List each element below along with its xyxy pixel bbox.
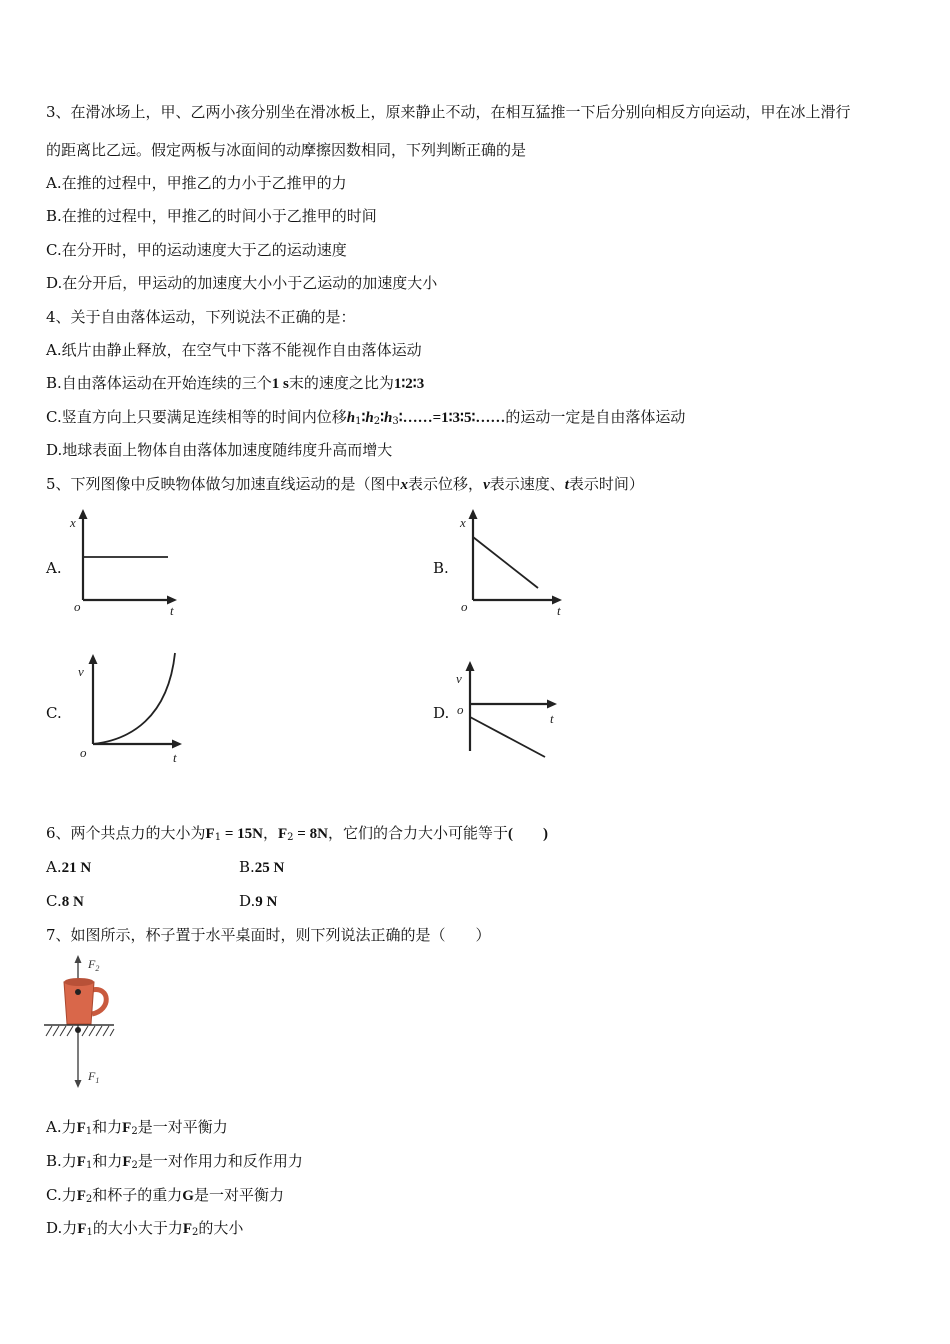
q7-c-g: G [182, 1188, 194, 1204]
q7-c-f: F [76, 1188, 86, 1204]
q7-b-f-sub: 1 [85, 1160, 93, 1171]
q7-b-pre: B.力 [46, 1152, 77, 1170]
q7-d-g-sub: 2 [192, 1227, 199, 1238]
cup-handle [92, 990, 106, 1014]
q6-f1-val: = 15N [221, 826, 263, 842]
graph-b-y-arrow [469, 509, 478, 519]
q3-stem-line2: 的距离比乙远。假定两板与冰面间的动摩擦因数相同，下列判断正确的是 [46, 141, 527, 159]
q3-option-a: A.在推的过程中，甲推乙的力小于乙推甲的力 [46, 174, 347, 192]
q5-stem-pre: 5、下列图像中反映物体做匀加速直线运动的是（图中 [46, 475, 401, 493]
f2-arrow-icon [75, 955, 82, 963]
graph-c-y-arrow [89, 654, 98, 664]
q5-var-v: v [483, 477, 490, 493]
q4-c-post: 的运动一定是自由落体运动 [505, 408, 686, 426]
q6-c-letter: C. [46, 892, 62, 910]
q7-d-mid: 的大小大于力 [92, 1219, 183, 1237]
q6-c-val: 8 N [61, 894, 84, 910]
q6-d-letter: D. [239, 892, 256, 910]
q6-d-val: 9 N [255, 894, 278, 910]
graph-b-x-label: t [557, 603, 561, 618]
q7-b-g-sub: 2 [131, 1160, 138, 1171]
q4-b-pre: B.自由落体运动在开始连续的三个 [46, 374, 272, 392]
q6-b-val: 25 N [254, 860, 285, 876]
graph-c-origin: o [80, 745, 87, 760]
q6-a-val: 21 N [61, 860, 92, 876]
q4-b-mid: 末的速度之比为 [288, 374, 394, 392]
q4-h2-sub: 2 [373, 416, 381, 427]
contact-dot [75, 1027, 81, 1033]
q6-stem [46, 823, 548, 848]
graph-a-x-label: t [170, 603, 174, 618]
q6-option-d [239, 891, 277, 912]
q7-d-post: 的大小 [198, 1219, 244, 1237]
q3-option-d: D.在分开后，甲运动的加速度大小小于乙运动的加速度大小 [46, 274, 438, 292]
q6-f1-sub: 1 [214, 832, 222, 843]
q7-d-g: F [182, 1221, 192, 1237]
graph-d-label: D. [433, 704, 450, 722]
q4-h3: h [383, 410, 393, 426]
q7-option-b [46, 1151, 303, 1176]
graph-c-y-label: v [78, 664, 84, 679]
graph-d-x-arrow [547, 700, 557, 709]
q6-f2-sub: 2 [287, 832, 294, 843]
q6-stem-post: ，它们的合力大小可能等于 [327, 824, 508, 842]
q6-option-c [46, 891, 84, 912]
q3-stem-line1: 3、在滑冰场上，甲、乙两小孩分别坐在滑冰板上，原来静止不动，在相互猛推一下后分别向相反方向运动，甲在冰上滑行 [46, 103, 851, 121]
q4-c-ratio: ∶……=1∶3∶5∶…… [398, 410, 506, 426]
q4-option-c [46, 407, 685, 432]
graph-c-label: C. [46, 704, 62, 722]
graph-d-origin: o [457, 702, 464, 717]
fig-f2-label: $F_2$ [88, 957, 100, 973]
cup-figure [42, 952, 122, 1092]
graph-d-x-label: t [550, 711, 554, 726]
graph-a-label: A. [46, 559, 62, 577]
q4-option-a: A.纸片由静止释放，在空气中下落不能视作自由落体运动 [46, 341, 422, 359]
q6-f1: F [205, 826, 215, 842]
q7-a-f: F [76, 1120, 86, 1136]
graph-d-line [470, 717, 545, 757]
q6-option-a [46, 857, 91, 878]
q7-b-mid: 和力 [92, 1152, 123, 1170]
q7-c-post: 是一对平衡力 [193, 1186, 284, 1204]
graph-b-label: B. [433, 559, 449, 577]
q4-option-b [46, 373, 424, 394]
graph-a-y-label: x [70, 515, 76, 530]
q6-option-b [239, 857, 284, 878]
fig-f1-label: $F_1$ [88, 1069, 100, 1085]
q4-h1-sub: 1 [355, 416, 362, 427]
q7-c-pre: C.力 [46, 1186, 77, 1204]
q6-stem-pre: 6、两个共点力的大小为 [46, 824, 206, 842]
q7-c-f-sub: 2 [85, 1194, 93, 1205]
q7-d-f: F [77, 1221, 87, 1237]
q5-var-x: x [400, 477, 409, 493]
q4-b-bold2: 1∶2∶3 [393, 376, 425, 392]
q4-colon1: ∶ [361, 410, 366, 426]
graph-b-line [473, 537, 538, 588]
cup-rim [64, 978, 94, 986]
graph-c-curve [93, 653, 175, 744]
graph-c-x-label: t [173, 750, 177, 765]
graph-b-origin: o [461, 599, 468, 614]
q7-stem: 7、如图所示，杯子置于水平桌面时，则下列说法正确的是（ ） [46, 926, 491, 944]
q6-b-letter: B. [239, 858, 255, 876]
q7-b-post: 是一对作用力和反作用力 [137, 1152, 303, 1170]
q4-stem: 4、关于自由落体运动，下列说法不正确的是： [46, 308, 356, 326]
graph-d-y-arrow [466, 661, 475, 671]
q4-h2: h [365, 410, 374, 426]
f1-arrow-icon [75, 1080, 82, 1088]
q4-h3-sub: 3 [392, 416, 399, 427]
graph-a-origin: o [74, 599, 81, 614]
graph-c [70, 648, 200, 768]
q7-d-pre: D.力 [46, 1219, 78, 1237]
q7-option-d [46, 1218, 243, 1243]
graph-b [450, 505, 580, 620]
graph-d [450, 655, 580, 765]
q7-a-pre: A.力 [46, 1118, 77, 1136]
graph-b-y-label: x [460, 515, 466, 530]
q5-stem-post: 表示时间） [568, 475, 644, 493]
q7-a-post: 是一对平衡力 [137, 1118, 228, 1136]
cup-center-dot [75, 989, 81, 995]
q6-f2: F [278, 826, 288, 842]
q6-comma: ， [262, 824, 278, 842]
graph-c-x-arrow [172, 740, 182, 749]
q4-c-pre: C.竖直方向上只要满足连续相等的时间内位移 [46, 408, 347, 426]
q7-option-c [46, 1185, 284, 1210]
q6-f2-val: = 8N [293, 826, 328, 842]
q7-a-g: F [122, 1120, 132, 1136]
graph-a-y-arrow [79, 509, 88, 519]
q5-stem-mid2: 表示速度、 [489, 475, 565, 493]
q7-c-mid: 和杯子的重力 [92, 1186, 183, 1204]
cup-icon [64, 982, 94, 1024]
q5-stem [46, 474, 644, 495]
q7-a-f-sub: 1 [85, 1126, 93, 1137]
q7-b-f: F [76, 1154, 86, 1170]
graph-d-y-label: v [456, 671, 462, 686]
q6-paren: ( ) [507, 826, 548, 842]
graph-a [60, 505, 190, 620]
q5-var-t: t [564, 477, 569, 493]
q7-option-a [46, 1117, 228, 1142]
q7-d-f-sub: 1 [86, 1227, 93, 1238]
q4-b-bold1: 1 s [271, 376, 289, 392]
q7-a-g-sub: 2 [131, 1126, 138, 1137]
q7-a-mid: 和力 [92, 1118, 123, 1136]
q6-a-letter: A. [46, 858, 62, 876]
q3-option-b: B.在推的过程中，甲推乙的时间小于乙推甲的时间 [46, 207, 377, 225]
q5-stem-mid1: 表示位移， [408, 475, 484, 493]
q4-h1: h [346, 410, 356, 426]
q3-option-c: C.在分开时，甲的运动速度大于乙的运动速度 [46, 241, 347, 259]
q4-option-d: D.地球表面上物体自由落体加速度随纬度升高而增大 [46, 441, 393, 459]
q4-colon2: ∶ [380, 410, 384, 426]
q7-b-g: F [122, 1154, 132, 1170]
